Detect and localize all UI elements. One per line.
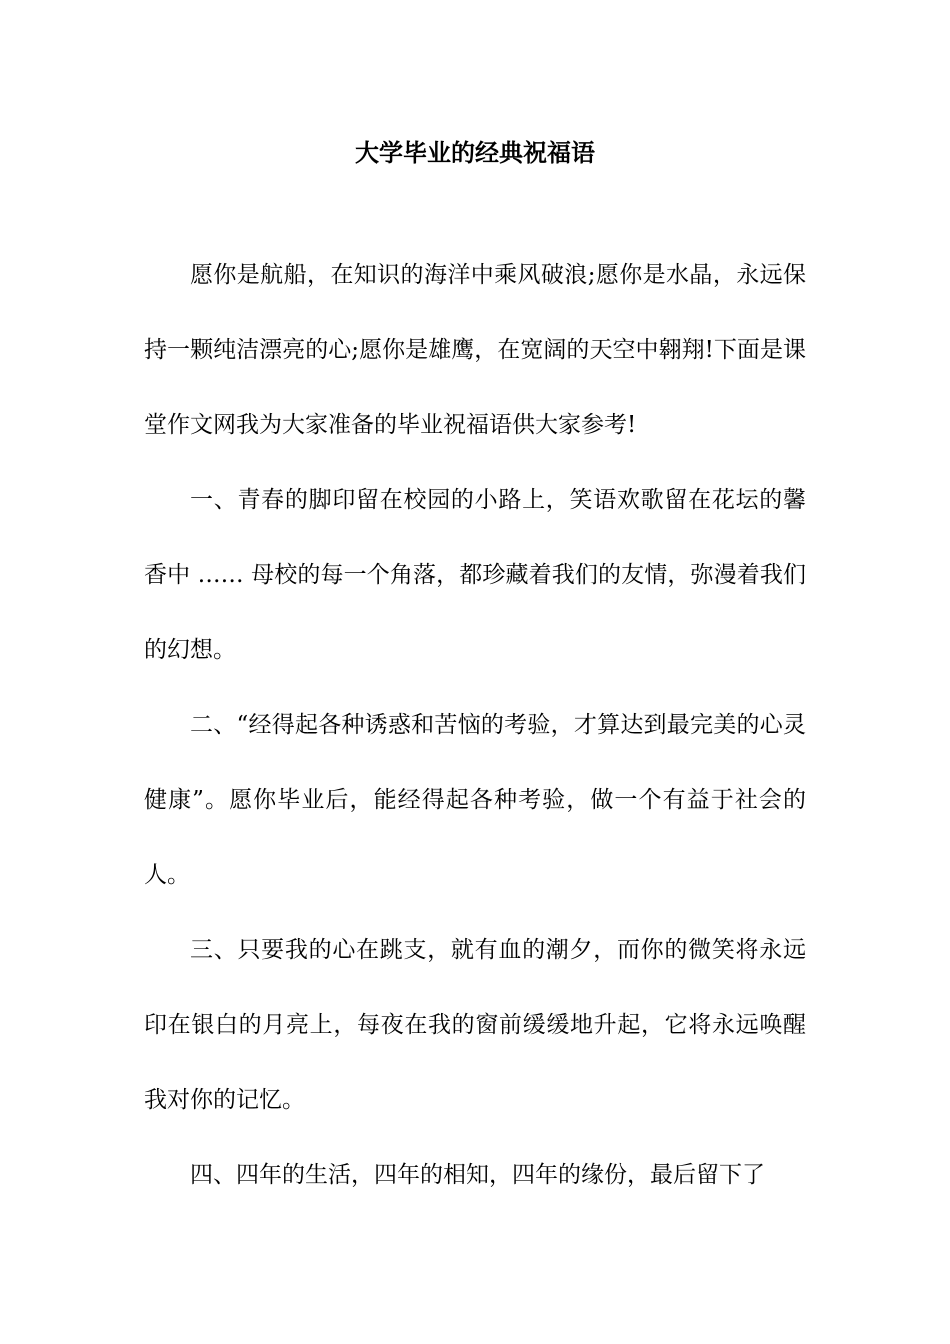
paragraph-intro: 愿你是航船，在知识的海洋中乘风破浪;愿你是水晶，永远保持一颗纯洁漂亮的心;愿你是雄鹰，在宽阔的天空中翱翔!下面是课堂作文网我为大家准备的毕业祝福语供大家参考! (144, 262, 806, 438)
paragraph-3: 三、只要我的心在跳支，就有血的潮夕，而你的微笑将永远印在银白的月亮上，每夜在我的窗前缓缓地升起，它将永远唤醒我对你的记忆。 (144, 937, 806, 1113)
paragraph-4: 四、四年的生活，四年的相知，四年的缘份，最后留下了 (190, 1162, 765, 1188)
document-title: 大学毕业的经典祝福语 (355, 138, 595, 167)
paragraph-1: 一、青春的脚印留在校园的小路上，笑语欢歌留在花坛的馨香中 …… 母校的每一个角落，都珍藏着我们的友情，弥漫着我们的幻想。 (144, 487, 806, 663)
document-body (144, 238, 806, 1213)
paragraph-2: 二、“经得起各种诱惑和苦恼的考验，才算达到最完美的心灵健康”。愿你毕业后，能经得起各种考验，做一个有益于社会的人。 (144, 712, 806, 888)
